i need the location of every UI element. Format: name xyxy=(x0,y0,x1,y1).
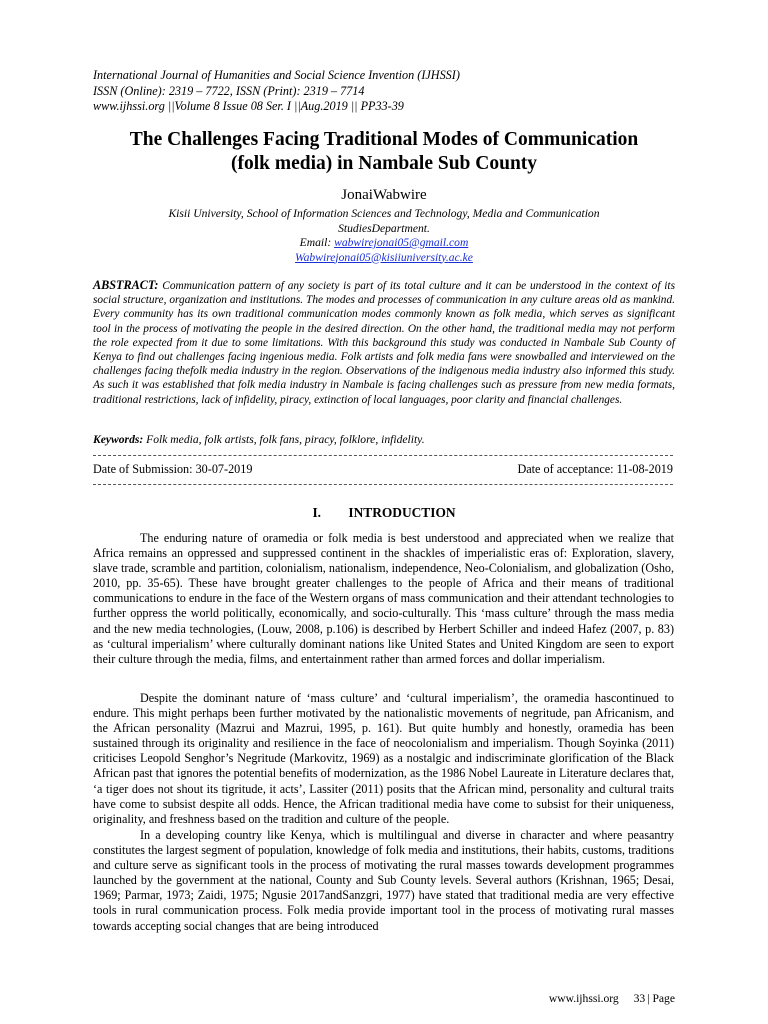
page-footer: www.ijhssi.org 33 | Page xyxy=(548,992,675,1005)
journal-name: International Journal of Humanities and Social Science Invention (IJHSSI) xyxy=(93,68,460,82)
dashed-divider-top xyxy=(93,455,673,456)
abstract xyxy=(93,278,675,407)
journal-issn: ISSN (Online): 2319 – 7722, ISSN (Print): 2319 – 7714 xyxy=(93,83,365,98)
affiliation-line-1: Kisii University, School of Information Sciences and Technology, Media and Communication xyxy=(168,207,600,220)
journal-header xyxy=(93,68,693,115)
author-affiliation xyxy=(130,207,638,236)
email-label: Email: xyxy=(299,236,332,249)
abstract-label: ABSTRACT: xyxy=(93,278,159,292)
email-link-2[interactable]: Wabwirejonai05@kisiiuniversity.ac.ke xyxy=(295,250,473,264)
footer-page-number: 33 xyxy=(633,992,646,1005)
title-line-1: The Challenges Facing Traditional Modes of Communication xyxy=(129,129,639,150)
email-link-1[interactable]: wabwirejonai05@gmail.com xyxy=(334,236,469,249)
journal-issue: www.ijhssi.org ||Volume 8 Issue 08 Ser. I ||Aug.2019 || PP33-39 xyxy=(93,99,404,113)
affiliation-line-2: StudiesDepartment. xyxy=(338,221,430,235)
keywords-text: Folk media, folk artists, folk fans, piracy, folklore, infidelity. xyxy=(146,433,425,446)
paragraph-1: The enduring nature of oramedia or folk media is best understood and appreciated when we realize that Africa remains an oppressed and suppressed continent in the shackles of imperialistic eras of: Exploration, slavery, slave trade, scramble and partition, colonialism, nationalism, independence, Neo-Colonialism, and globalization (Osho, 2010, pp. 35-65). These have brought greater challenges to the people of Africa and their means of traditional communications to endure in the face of the Western organs of mass communication and their attendant technologies to further oppress the world politically, economically, and socio-culturally. This ‘mass culture’ through the mass media and the new media technologies, (Louw, 2008, p.106) is described by Herbert Schiller and indeed Hafez (2007, p. 83) as ‘cultural imperialism’ where culturally dominant nations like United States and United Kingdom are seen to export their culture through the media, films, and entertainment rather than armed forces and dollar imperialism. xyxy=(93,531,674,666)
author-emails xyxy=(0,236,768,265)
keywords xyxy=(93,433,675,447)
abstract-text: Communication pattern of any society is part of its total culture and it can be understood in the context of its social structure, organization and institutions. The modes and processes of communication in any culture areas old as mankind. Every community has its own traditional communication modes commonly known as folk media, which serves as significant tool in the process of motivating the people in the desired direction. On the other hand, the traditional media may not perform the role expected from it due to some limitations. With this background this study was conducted in Nambale Sub County of Kenya to find out challenges facing ingenious media. Folk artists and folk media fans were snowballed and interviewed on the challenges facing thefolk media industry in the region. Observations of the indigenous media industry also informed this study. As such it was established that folk media industry in Nambale is facing challenges such as pressure from new media formats, traditional restrictions, lack of infidelity, piracy, extinction of local languages, poor clarity and financial challenges. xyxy=(93,280,675,406)
author-name: JonaiWabwire xyxy=(341,187,427,203)
paragraph-1-block xyxy=(93,531,674,667)
title-line-2: (folk media) in Nambale Sub County xyxy=(230,153,538,174)
date-of-acceptance: Date of acceptance: 11-08-2019 xyxy=(517,462,673,476)
section-number: I. xyxy=(312,505,322,520)
section-title: INTRODUCTION xyxy=(348,505,456,520)
footer-page-label: Page xyxy=(652,992,675,1005)
keywords-label: Keywords: xyxy=(93,433,144,446)
date-of-submission: Date of Submission: 30-07-2019 xyxy=(93,462,253,476)
footer-url: www.ijhssi.org xyxy=(548,992,619,1005)
paragraph-2-block xyxy=(93,691,674,827)
paragraph-3-block xyxy=(93,828,674,934)
paragraph-2: Despite the dominant nature of ‘mass culture’ and ‘cultural imperialism’, the oramedia hascontinued to endure. This might perhaps been further motivated by the nationalistic movements of negritude, pan Africanism, and the African personality (Mazrui and Mazrui, 1995, p. 161). But quite humbly and honestly, oramedia has been sustained through its originality and resilience in the face of neocolonialism and imperialism. Though Soyinka (2011) criticises Leopold Senghor’s Negritude (Markovitz, 1969) as a nostalgic and indiscriminate glorification of the Black African past that ignores the potential benefits of modernization, as the 1986 Nobel Laureate in Literature declares that, ‘a tiger does not shout its tigritude, it acts’, Lassiter (2011) posits that the African mind, personality and cultural traits have come to subsist despite all odds. Hence, the African traditional media have come to subsist for their uniqueness, originality, and freshness based on the tradition and culture of the people. xyxy=(93,691,674,826)
section-heading xyxy=(0,505,768,521)
paragraph-3: In a developing country like Kenya, which is multilingual and diverse in character and where peasantry constitutes the largest segment of population, knowledge of folk media and institutions, their habits, customs, traditions and culture serve as significant tools in the process of motivating the rural masses towards development programmes launched by the government at the national, County and Sub County levels. Several authors (Krishnan, 1965; Desai, 1969; Parmar, 1973; Zaidi, 1975; Ngusie 2017andSanzgri, 1977) have stated that traditional media are very effective tools in rural communication process. Folk media provide important tool in the process of motivating rural masses towards accepting social changes that are being introduced xyxy=(93,828,674,933)
paper-title xyxy=(60,128,708,176)
dashed-divider-bottom xyxy=(93,484,673,485)
